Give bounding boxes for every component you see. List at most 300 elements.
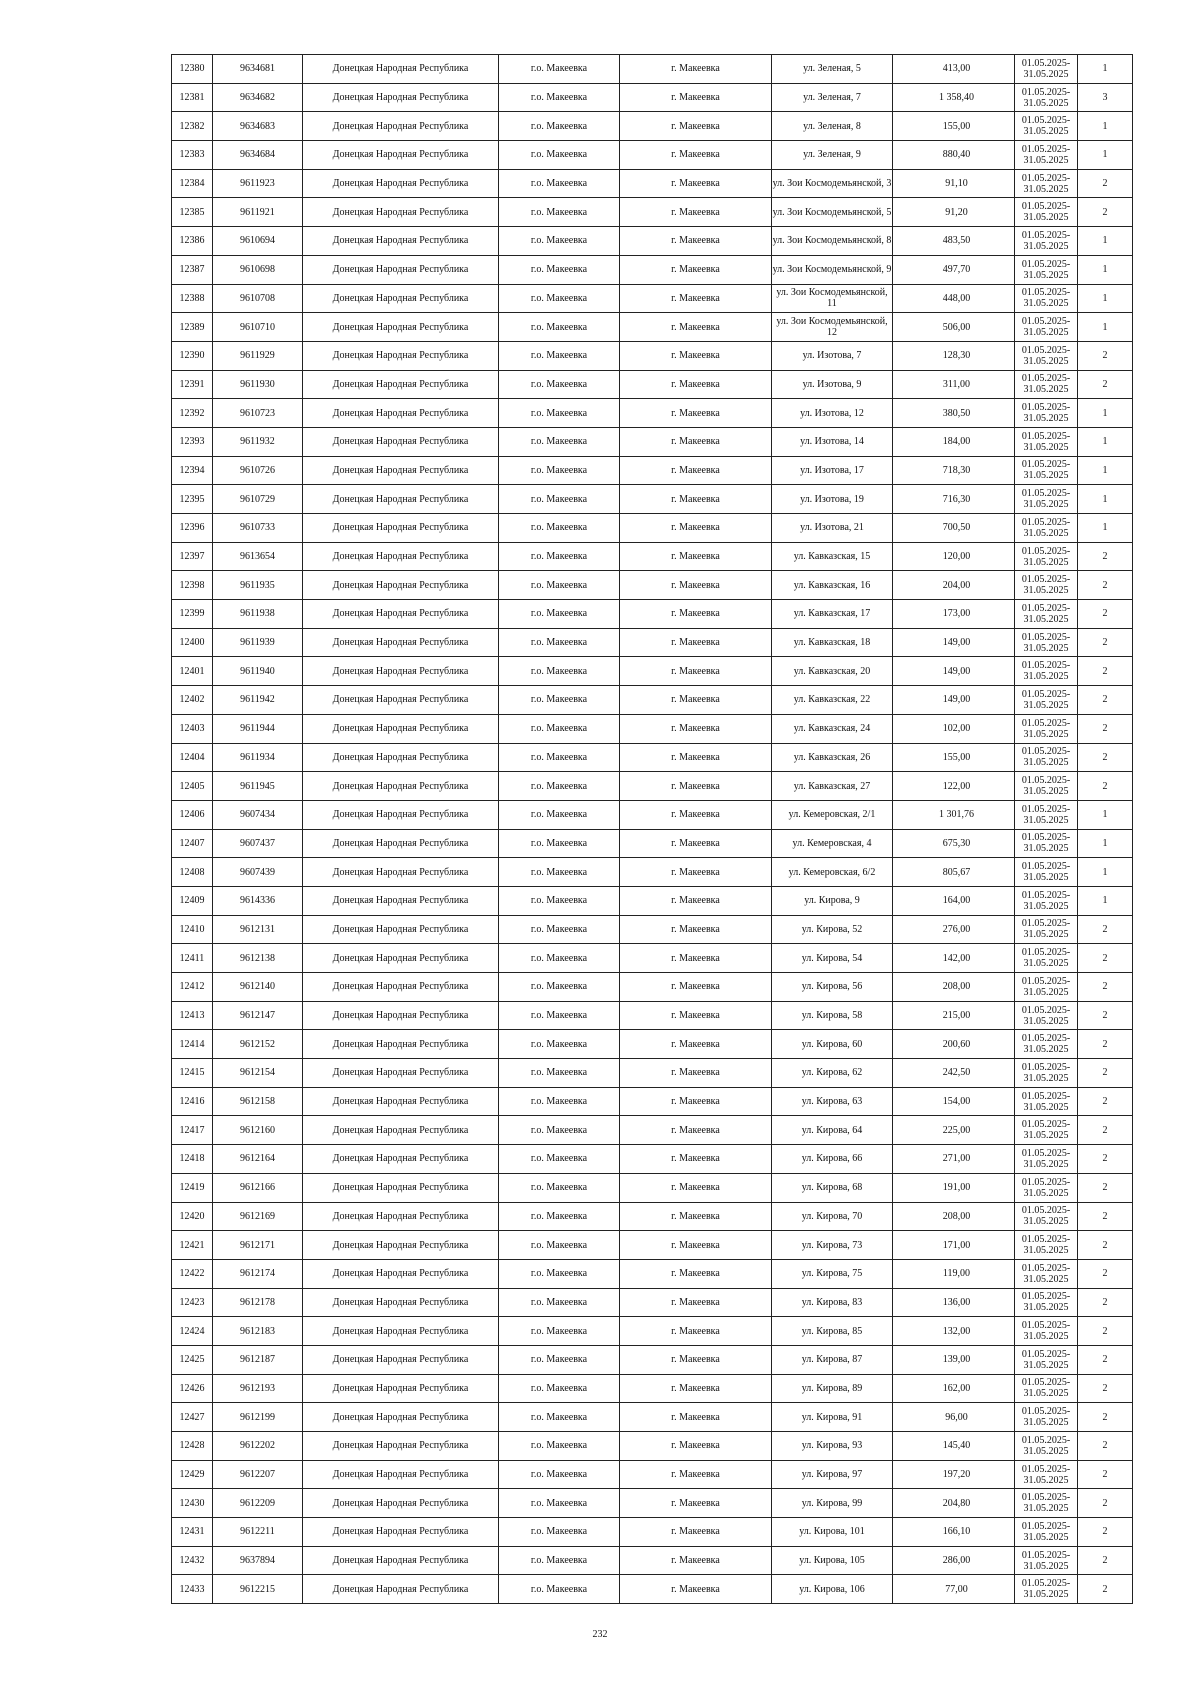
- area-cell: 204,80: [893, 1489, 1015, 1518]
- table-row: [172, 973, 1133, 1002]
- count-cell: 2: [1078, 1059, 1133, 1088]
- district-cell: г.о. Макеевка: [499, 1116, 620, 1145]
- count-cell: 2: [1078, 657, 1133, 686]
- table-row: [172, 628, 1133, 657]
- district-cell: г.о. Макеевка: [499, 255, 620, 284]
- count-cell: 2: [1078, 1145, 1133, 1174]
- region-cell: Донецкая Народная Республика: [303, 1403, 499, 1432]
- count-cell: 1: [1078, 456, 1133, 485]
- district-cell: г.о. Макеевка: [499, 1087, 620, 1116]
- address-cell: ул. Кирова, 52: [772, 915, 893, 944]
- period-cell: 01.05.2025- 31.05.2025: [1015, 456, 1078, 485]
- district-cell: г.о. Макеевка: [499, 1432, 620, 1461]
- district-cell: г.о. Макеевка: [499, 1231, 620, 1260]
- object-code-cell: 9610710: [213, 313, 303, 342]
- area-cell: 380,50: [893, 399, 1015, 428]
- object-code-cell: 9614336: [213, 886, 303, 915]
- district-cell: г.о. Макеевка: [499, 858, 620, 887]
- count-cell: 2: [1078, 743, 1133, 772]
- region-cell: Донецкая Народная Республика: [303, 255, 499, 284]
- city-cell: г. Макеевка: [620, 1288, 772, 1317]
- address-cell: ул. Зои Космодемьянской, 8: [772, 227, 893, 256]
- count-cell: 2: [1078, 944, 1133, 973]
- period-cell: 01.05.2025- 31.05.2025: [1015, 1087, 1078, 1116]
- address-cell: ул. Кирова, 75: [772, 1259, 893, 1288]
- table-row: [172, 1489, 1133, 1518]
- city-cell: г. Макеевка: [620, 628, 772, 657]
- area-cell: 200,60: [893, 1030, 1015, 1059]
- table-row: [172, 313, 1133, 342]
- region-cell: Донецкая Народная Республика: [303, 83, 499, 112]
- count-cell: 2: [1078, 1489, 1133, 1518]
- district-cell: г.о. Макеевка: [499, 944, 620, 973]
- object-code-cell: 9612193: [213, 1374, 303, 1403]
- address-cell: ул. Кирова, 85: [772, 1317, 893, 1346]
- period-cell: 01.05.2025- 31.05.2025: [1015, 370, 1078, 399]
- area-cell: 197,20: [893, 1460, 1015, 1489]
- city-cell: г. Макеевка: [620, 55, 772, 84]
- city-cell: г. Макеевка: [620, 886, 772, 915]
- region-cell: Донецкая Народная Республика: [303, 657, 499, 686]
- row-number-cell: 12423: [172, 1288, 213, 1317]
- area-cell: 91,20: [893, 198, 1015, 227]
- address-cell: ул. Зои Космодемьянской, 12: [772, 313, 893, 342]
- region-cell: Донецкая Народная Республика: [303, 1460, 499, 1489]
- count-cell: 2: [1078, 169, 1133, 198]
- count-cell: 1: [1078, 514, 1133, 543]
- row-number-cell: 12421: [172, 1231, 213, 1260]
- table-row: [172, 1059, 1133, 1088]
- city-cell: г. Макеевка: [620, 83, 772, 112]
- area-cell: 208,00: [893, 973, 1015, 1002]
- city-cell: г. Макеевка: [620, 1432, 772, 1461]
- area-cell: 675,30: [893, 829, 1015, 858]
- count-cell: 2: [1078, 1087, 1133, 1116]
- period-cell: 01.05.2025- 31.05.2025: [1015, 341, 1078, 370]
- region-cell: Донецкая Народная Республика: [303, 1489, 499, 1518]
- period-cell: 01.05.2025- 31.05.2025: [1015, 1288, 1078, 1317]
- row-number-cell: 12408: [172, 858, 213, 887]
- region-cell: Донецкая Народная Республика: [303, 800, 499, 829]
- address-cell: ул. Изотова, 21: [772, 514, 893, 543]
- city-cell: г. Макеевка: [620, 1116, 772, 1145]
- table-row: [172, 743, 1133, 772]
- table-row: [172, 657, 1133, 686]
- address-cell: ул. Кавказская, 16: [772, 571, 893, 600]
- city-cell: г. Макеевка: [620, 1259, 772, 1288]
- district-cell: г.о. Макеевка: [499, 1575, 620, 1604]
- area-cell: 132,00: [893, 1317, 1015, 1346]
- district-cell: г.о. Макеевка: [499, 1374, 620, 1403]
- count-cell: 2: [1078, 915, 1133, 944]
- area-cell: 166,10: [893, 1518, 1015, 1547]
- address-cell: ул. Изотова, 7: [772, 341, 893, 370]
- period-cell: 01.05.2025- 31.05.2025: [1015, 600, 1078, 629]
- district-cell: г.о. Макеевка: [499, 973, 620, 1002]
- count-cell: 2: [1078, 1202, 1133, 1231]
- district-cell: г.о. Макеевка: [499, 427, 620, 456]
- district-cell: г.о. Макеевка: [499, 686, 620, 715]
- period-cell: 01.05.2025- 31.05.2025: [1015, 542, 1078, 571]
- object-code-cell: 9607439: [213, 858, 303, 887]
- area-cell: 139,00: [893, 1345, 1015, 1374]
- row-number-cell: 12428: [172, 1432, 213, 1461]
- period-cell: 01.05.2025- 31.05.2025: [1015, 1575, 1078, 1604]
- object-code-cell: 9637894: [213, 1546, 303, 1575]
- region-cell: Донецкая Народная Республика: [303, 284, 499, 313]
- address-cell: ул. Кирова, 60: [772, 1030, 893, 1059]
- object-code-cell: 9610733: [213, 514, 303, 543]
- period-cell: 01.05.2025- 31.05.2025: [1015, 255, 1078, 284]
- city-cell: г. Макеевка: [620, 370, 772, 399]
- area-cell: 880,40: [893, 141, 1015, 170]
- address-cell: ул. Зои Космодемьянской, 3: [772, 169, 893, 198]
- area-cell: 102,00: [893, 714, 1015, 743]
- table-row: [172, 1317, 1133, 1346]
- row-number-cell: 12396: [172, 514, 213, 543]
- count-cell: 1: [1078, 858, 1133, 887]
- object-code-cell: 9612211: [213, 1518, 303, 1547]
- row-number-cell: 12413: [172, 1001, 213, 1030]
- area-cell: 208,00: [893, 1202, 1015, 1231]
- object-code-cell: 9612187: [213, 1345, 303, 1374]
- city-cell: г. Макеевка: [620, 1317, 772, 1346]
- area-cell: 162,00: [893, 1374, 1015, 1403]
- district-cell: г.о. Макеевка: [499, 1489, 620, 1518]
- area-cell: 700,50: [893, 514, 1015, 543]
- area-cell: 718,30: [893, 456, 1015, 485]
- city-cell: г. Макеевка: [620, 456, 772, 485]
- period-cell: 01.05.2025- 31.05.2025: [1015, 1345, 1078, 1374]
- period-cell: 01.05.2025- 31.05.2025: [1015, 743, 1078, 772]
- area-cell: 311,00: [893, 370, 1015, 399]
- period-cell: 01.05.2025- 31.05.2025: [1015, 284, 1078, 313]
- count-cell: 2: [1078, 600, 1133, 629]
- table-row: [172, 1345, 1133, 1374]
- row-number-cell: 12400: [172, 628, 213, 657]
- region-cell: Донецкая Народная Республика: [303, 456, 499, 485]
- row-number-cell: 12382: [172, 112, 213, 141]
- document-sheet: [171, 54, 1132, 1604]
- period-cell: 01.05.2025- 31.05.2025: [1015, 1403, 1078, 1432]
- period-cell: 01.05.2025- 31.05.2025: [1015, 427, 1078, 456]
- row-number-cell: 12430: [172, 1489, 213, 1518]
- table-row: [172, 485, 1133, 514]
- row-number-cell: 12388: [172, 284, 213, 313]
- period-cell: 01.05.2025- 31.05.2025: [1015, 1059, 1078, 1088]
- district-cell: г.о. Макеевка: [499, 1403, 620, 1432]
- period-cell: 01.05.2025- 31.05.2025: [1015, 657, 1078, 686]
- period-cell: 01.05.2025- 31.05.2025: [1015, 141, 1078, 170]
- row-number-cell: 12383: [172, 141, 213, 170]
- region-cell: Донецкая Народная Республика: [303, 55, 499, 84]
- table-row: [172, 1432, 1133, 1461]
- region-cell: Донецкая Народная Республика: [303, 427, 499, 456]
- count-cell: 2: [1078, 1116, 1133, 1145]
- table-row: [172, 1116, 1133, 1145]
- row-number-cell: 12415: [172, 1059, 213, 1088]
- city-cell: г. Макеевка: [620, 1345, 772, 1374]
- region-cell: Донецкая Народная Республика: [303, 1116, 499, 1145]
- count-cell: 3: [1078, 83, 1133, 112]
- area-cell: 96,00: [893, 1403, 1015, 1432]
- city-cell: г. Макеевка: [620, 227, 772, 256]
- address-cell: ул. Кирова, 56: [772, 973, 893, 1002]
- count-cell: 2: [1078, 198, 1133, 227]
- address-cell: ул. Изотова, 14: [772, 427, 893, 456]
- region-cell: Донецкая Народная Республика: [303, 743, 499, 772]
- period-cell: 01.05.2025- 31.05.2025: [1015, 800, 1078, 829]
- area-cell: 122,00: [893, 772, 1015, 801]
- object-code-cell: 9612169: [213, 1202, 303, 1231]
- address-cell: ул. Изотова, 17: [772, 456, 893, 485]
- city-cell: г. Макеевка: [620, 1546, 772, 1575]
- count-cell: 1: [1078, 829, 1133, 858]
- address-cell: ул. Кирова, 58: [772, 1001, 893, 1030]
- table-row: [172, 514, 1133, 543]
- object-code-cell: 9612138: [213, 944, 303, 973]
- area-cell: 171,00: [893, 1231, 1015, 1260]
- count-cell: 2: [1078, 1030, 1133, 1059]
- object-code-cell: 9611930: [213, 370, 303, 399]
- object-code-cell: 9607437: [213, 829, 303, 858]
- district-cell: г.о. Макеевка: [499, 485, 620, 514]
- count-cell: 1: [1078, 255, 1133, 284]
- district-cell: г.о. Макеевка: [499, 1030, 620, 1059]
- row-number-cell: 12414: [172, 1030, 213, 1059]
- address-cell: ул. Зеленая, 8: [772, 112, 893, 141]
- region-cell: Донецкая Народная Республика: [303, 1001, 499, 1030]
- address-cell: ул. Кирова, 106: [772, 1575, 893, 1604]
- object-code-cell: 9634684: [213, 141, 303, 170]
- district-cell: г.о. Макеевка: [499, 542, 620, 571]
- district-cell: г.о. Макеевка: [499, 1059, 620, 1088]
- district-cell: г.о. Макеевка: [499, 370, 620, 399]
- city-cell: г. Макеевка: [620, 973, 772, 1002]
- region-cell: Донецкая Народная Республика: [303, 1145, 499, 1174]
- table-row: [172, 83, 1133, 112]
- period-cell: 01.05.2025- 31.05.2025: [1015, 1145, 1078, 1174]
- region-cell: Донецкая Народная Республика: [303, 915, 499, 944]
- address-cell: ул. Кавказская, 17: [772, 600, 893, 629]
- row-number-cell: 12386: [172, 227, 213, 256]
- area-cell: 154,00: [893, 1087, 1015, 1116]
- table-row: [172, 1288, 1133, 1317]
- district-cell: г.о. Макеевка: [499, 800, 620, 829]
- city-cell: г. Макеевка: [620, 255, 772, 284]
- city-cell: г. Макеевка: [620, 1518, 772, 1547]
- city-cell: г. Макеевка: [620, 485, 772, 514]
- period-cell: 01.05.2025- 31.05.2025: [1015, 1432, 1078, 1461]
- object-code-cell: 9611932: [213, 427, 303, 456]
- period-cell: 01.05.2025- 31.05.2025: [1015, 1546, 1078, 1575]
- region-cell: Донецкая Народная Республика: [303, 1173, 499, 1202]
- area-cell: 145,40: [893, 1432, 1015, 1461]
- row-number-cell: 12410: [172, 915, 213, 944]
- period-cell: 01.05.2025- 31.05.2025: [1015, 1116, 1078, 1145]
- count-cell: 2: [1078, 1001, 1133, 1030]
- object-code-cell: 9611938: [213, 600, 303, 629]
- region-cell: Донецкая Народная Республика: [303, 1317, 499, 1346]
- address-cell: ул. Кавказская, 27: [772, 772, 893, 801]
- area-cell: 136,00: [893, 1288, 1015, 1317]
- region-cell: Донецкая Народная Республика: [303, 600, 499, 629]
- area-cell: 276,00: [893, 915, 1015, 944]
- row-number-cell: 12401: [172, 657, 213, 686]
- period-cell: 01.05.2025- 31.05.2025: [1015, 915, 1078, 944]
- region-cell: Донецкая Народная Республика: [303, 1030, 499, 1059]
- city-cell: г. Макеевка: [620, 514, 772, 543]
- city-cell: г. Макеевка: [620, 1202, 772, 1231]
- region-cell: Донецкая Народная Республика: [303, 858, 499, 887]
- row-number-cell: 12418: [172, 1145, 213, 1174]
- district-cell: г.о. Макеевка: [499, 886, 620, 915]
- address-cell: ул. Кавказская, 24: [772, 714, 893, 743]
- district-cell: г.о. Макеевка: [499, 829, 620, 858]
- count-cell: 2: [1078, 1317, 1133, 1346]
- period-cell: 01.05.2025- 31.05.2025: [1015, 886, 1078, 915]
- count-cell: 2: [1078, 1546, 1133, 1575]
- count-cell: 2: [1078, 370, 1133, 399]
- period-cell: 01.05.2025- 31.05.2025: [1015, 399, 1078, 428]
- district-cell: г.о. Макеевка: [499, 399, 620, 428]
- row-number-cell: 12403: [172, 714, 213, 743]
- city-cell: г. Макеевка: [620, 858, 772, 887]
- object-code-cell: 9612183: [213, 1317, 303, 1346]
- city-cell: г. Макеевка: [620, 1460, 772, 1489]
- count-cell: 2: [1078, 1288, 1133, 1317]
- address-cell: ул. Кирова, 73: [772, 1231, 893, 1260]
- area-cell: 497,70: [893, 255, 1015, 284]
- address-cell: ул. Кавказская, 18: [772, 628, 893, 657]
- object-code-cell: 9612215: [213, 1575, 303, 1604]
- period-cell: 01.05.2025- 31.05.2025: [1015, 772, 1078, 801]
- table-row: [172, 255, 1133, 284]
- count-cell: 1: [1078, 284, 1133, 313]
- city-cell: г. Макеевка: [620, 657, 772, 686]
- count-cell: 1: [1078, 227, 1133, 256]
- region-cell: Донецкая Народная Республика: [303, 112, 499, 141]
- row-number-cell: 12398: [172, 571, 213, 600]
- table-row: [172, 829, 1133, 858]
- district-cell: г.о. Макеевка: [499, 1173, 620, 1202]
- object-code-cell: 9612154: [213, 1059, 303, 1088]
- table-row: [172, 772, 1133, 801]
- address-cell: ул. Зои Космодемьянской, 9: [772, 255, 893, 284]
- region-cell: Донецкая Народная Республика: [303, 1546, 499, 1575]
- object-code-cell: 9611944: [213, 714, 303, 743]
- region-cell: Донецкая Народная Республика: [303, 829, 499, 858]
- object-code-cell: 9612178: [213, 1288, 303, 1317]
- area-cell: 155,00: [893, 743, 1015, 772]
- area-cell: 149,00: [893, 686, 1015, 715]
- city-cell: г. Макеевка: [620, 714, 772, 743]
- period-cell: 01.05.2025- 31.05.2025: [1015, 1374, 1078, 1403]
- count-cell: 2: [1078, 1518, 1133, 1547]
- object-code-cell: 9612131: [213, 915, 303, 944]
- region-cell: Донецкая Народная Республика: [303, 973, 499, 1002]
- region-cell: Донецкая Народная Республика: [303, 1575, 499, 1604]
- area-cell: 716,30: [893, 485, 1015, 514]
- city-cell: г. Макеевка: [620, 112, 772, 141]
- count-cell: 2: [1078, 1173, 1133, 1202]
- city-cell: г. Макеевка: [620, 1489, 772, 1518]
- city-cell: г. Макеевка: [620, 944, 772, 973]
- address-cell: ул. Кирова, 99: [772, 1489, 893, 1518]
- table-row: [172, 1460, 1133, 1489]
- area-cell: 805,67: [893, 858, 1015, 887]
- row-number-cell: 12402: [172, 686, 213, 715]
- table-row: [172, 1518, 1133, 1547]
- table-row: [172, 1575, 1133, 1604]
- object-code-cell: 9613654: [213, 542, 303, 571]
- object-code-cell: 9610708: [213, 284, 303, 313]
- area-cell: 271,00: [893, 1145, 1015, 1174]
- object-code-cell: 9612147: [213, 1001, 303, 1030]
- region-cell: Донецкая Народная Республика: [303, 542, 499, 571]
- city-cell: г. Макеевка: [620, 399, 772, 428]
- count-cell: 2: [1078, 973, 1133, 1002]
- table-row: [172, 1087, 1133, 1116]
- area-cell: 142,00: [893, 944, 1015, 973]
- area-cell: 155,00: [893, 112, 1015, 141]
- city-cell: г. Макеевка: [620, 1231, 772, 1260]
- district-cell: г.о. Макеевка: [499, 1202, 620, 1231]
- object-code-cell: 9612140: [213, 973, 303, 1002]
- city-cell: г. Макеевка: [620, 542, 772, 571]
- address-cell: ул. Кирова, 97: [772, 1460, 893, 1489]
- table-row: [172, 686, 1133, 715]
- region-cell: Донецкая Народная Республика: [303, 141, 499, 170]
- count-cell: 1: [1078, 886, 1133, 915]
- row-number-cell: 12385: [172, 198, 213, 227]
- period-cell: 01.05.2025- 31.05.2025: [1015, 1001, 1078, 1030]
- row-number-cell: 12429: [172, 1460, 213, 1489]
- area-cell: 120,00: [893, 542, 1015, 571]
- row-number-cell: 12424: [172, 1317, 213, 1346]
- row-number-cell: 12381: [172, 83, 213, 112]
- region-cell: Донецкая Народная Республика: [303, 1231, 499, 1260]
- city-cell: г. Макеевка: [620, 1030, 772, 1059]
- page-number: 232: [592, 1629, 608, 1640]
- address-cell: ул. Кемеровская, 6/2: [772, 858, 893, 887]
- area-cell: 413,00: [893, 55, 1015, 84]
- object-code-cell: 9607434: [213, 800, 303, 829]
- region-cell: Донецкая Народная Республика: [303, 944, 499, 973]
- row-number-cell: 12404: [172, 743, 213, 772]
- address-cell: ул. Кавказская, 20: [772, 657, 893, 686]
- row-number-cell: 12391: [172, 370, 213, 399]
- table-row: [172, 141, 1133, 170]
- city-cell: г. Макеевка: [620, 772, 772, 801]
- district-cell: г.о. Макеевка: [499, 915, 620, 944]
- address-cell: ул. Кемеровская, 2/1: [772, 800, 893, 829]
- area-cell: 448,00: [893, 284, 1015, 313]
- period-cell: 01.05.2025- 31.05.2025: [1015, 1489, 1078, 1518]
- city-cell: г. Макеевка: [620, 686, 772, 715]
- city-cell: г. Макеевка: [620, 829, 772, 858]
- region-cell: Донецкая Народная Республика: [303, 1202, 499, 1231]
- object-code-cell: 9611923: [213, 169, 303, 198]
- district-cell: г.о. Макеевка: [499, 112, 620, 141]
- address-cell: ул. Кавказская, 15: [772, 542, 893, 571]
- object-code-cell: 9611935: [213, 571, 303, 600]
- row-number-cell: 12416: [172, 1087, 213, 1116]
- district-cell: г.о. Макеевка: [499, 628, 620, 657]
- count-cell: 1: [1078, 141, 1133, 170]
- period-cell: 01.05.2025- 31.05.2025: [1015, 1030, 1078, 1059]
- region-cell: Донецкая Народная Республика: [303, 1087, 499, 1116]
